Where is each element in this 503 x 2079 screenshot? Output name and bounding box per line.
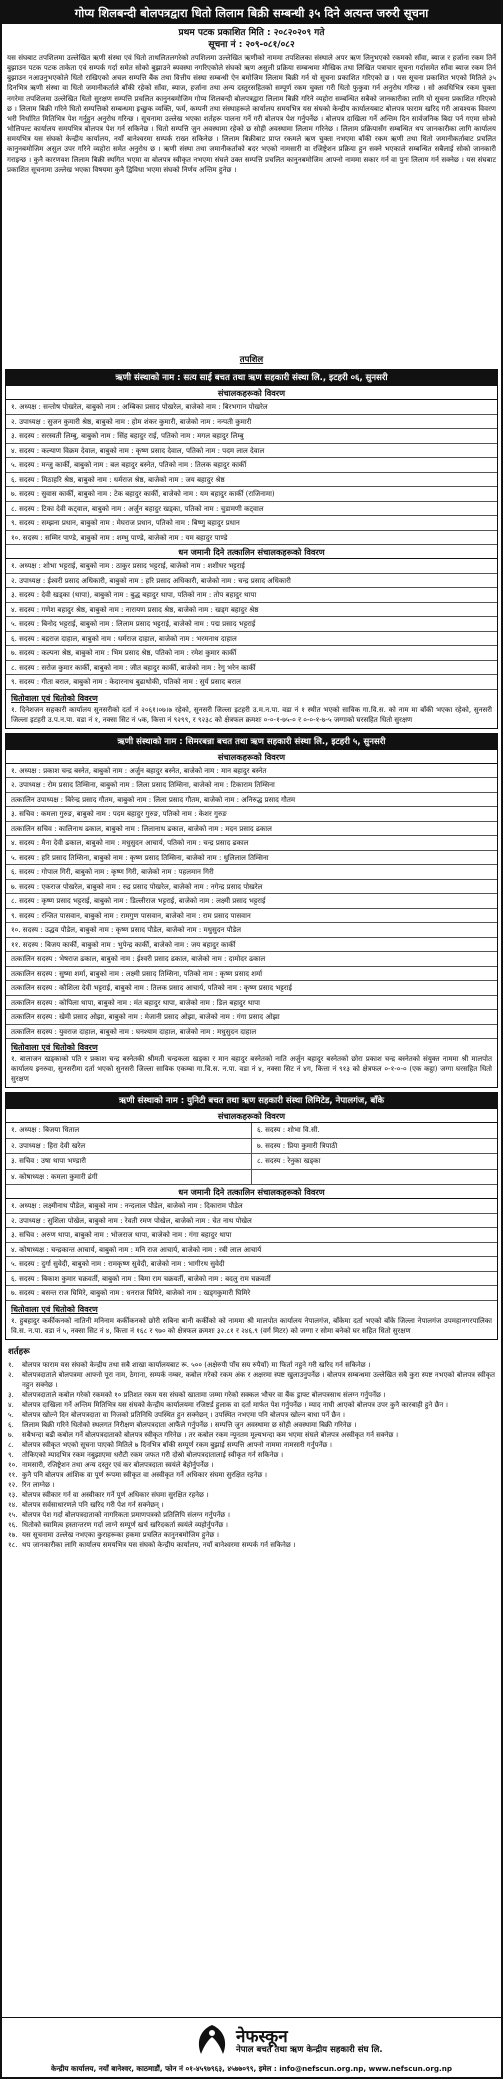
board-row: तत्कालिन सदस्य : सुष्मा शर्मा, बाबुको नाम : लक्ष्मी प्रसाद तिम्सिना, पतिको नाम : कृष्ण प्रसाद शर्मा — [6, 967, 497, 982]
guarantor-row: ३. सदस्य : देवी खड्का (थापा), बाबुको नाम : बुद्ध बहादुर थापा, पतिको नाम : तोप बहादुर थापा — [6, 588, 497, 603]
terms-item-number: १३. — [8, 1490, 18, 1499]
terms-item-text: बोलपत्र पेश गर्दा बोलपत्रदाताको नागरिकता प्रमाणपत्रको प्रतिलिपि संलग्न गर्नुपर्नेछ । — [22, 1510, 230, 1519]
board-heading: संचालकहरूको विवरण — [6, 750, 497, 764]
terms-item-number: १८. — [8, 1540, 18, 1549]
board-row: ६. सदस्य : गोपाल गिरी, बाबुको नाम : कृष्ण गिरी, बाजेको नाम : पहलमान गिरी — [6, 865, 497, 880]
borrower-section-2 — [5, 733, 498, 1089]
board-row: तत्कालिन सचिव : कालिनाथ ढकाल, बाबुको नाम : लिलानाथ ढकाल, बाजेको नाम : मदन प्रसाद ढकाल — [6, 822, 497, 837]
board-row: ४. सदस्य : कल्याण विक्रम देवाल, बाबुको नाम : कृष्ण प्रसाद देवाल, पतिको नाम : पदम लाल देवाल — [6, 444, 497, 459]
board-list — [6, 764, 497, 1040]
terms-item-text: सबैभन्दा बढी कबोल गर्ने बोलपत्रदाताको बोलपत्र स्वीकृत गरिनेछ । तर कबोल रकम न्यूनतम मूल्यभन्दा कम भएमा संघले बोलपत्र अस्वीकृत गर्न सक्नेछ । — [22, 1430, 399, 1439]
notice-headline: गोप्य शिलबन्दी बोलपत्रद्वारा धितो लिलाम बिक्री सम्बन्धी ३५ दिने अत्यन्त जरुरी सूचना — [2, 2, 501, 24]
terms-item — [8, 1470, 495, 1480]
terms-item-number: २. — [8, 1370, 14, 1379]
board-cell: २. उपाध्यक्ष : हिरा देवी खरेल — [11, 1140, 86, 1150]
guarantor-row: १. अध्यक्ष : शोभा भट्टराई, बाबुको नाम : ठाकुर प्रसाद भट्टराई, बाजेको नाम : शशीधर भट्टराई — [6, 559, 497, 574]
notice-number: सूचना नं : २०९-०८१/०८२ — [208, 40, 295, 50]
board-row: ६. सदस्य : मिठाहरि श्रेष्ठ, बाबुको नाम : धर्मराज श्रेष्ठ, बाजेको नाम : जय बहादुर श्रेष्ठ — [6, 473, 497, 488]
org-address: केन्द्रीय कार्यालय, नयाँ बानेश्वर, काठमाडौं, फोन नं ०१-४५९७९६३, ४५७७०९९, इमेल : info@nefscun.org.np, www.nefscun.org.np — [50, 2064, 453, 2073]
guarantor-row: ७. सदस्य : कल्पना श्रेष्ठ, बाबुको नाम : भिम प्रसाद श्रेष्ठ, पतिको नाम : रमेश कुमार कार्की — [6, 646, 497, 661]
terms-item-number: ९. — [8, 1450, 14, 1459]
terms-item — [8, 1540, 495, 1550]
board-row: २. उपाध्यक्ष : रोम प्रसाद तिम्सिना, बाबुको नाम : लिला प्रसाद तिम्सिना, बाजेको नाम : टिकाराम तिम्सिना — [6, 778, 497, 793]
borrower-section-3 — [5, 1092, 498, 1340]
terms-item-number: १२. — [8, 1480, 18, 1489]
collateral-heading: धितोवाला एवं धितोको विवरण — [11, 1043, 98, 1052]
terms-item — [8, 1500, 495, 1510]
terms-item-number: १. — [8, 1360, 14, 1369]
guarantor-row: ६. सदस्य : बिकाश कुमार चक्रवर्ती, बाबुको नाम : बिमा राम चक्रवर्ती, बाजेको नाम : बदलु राम चक्रवर्ती — [6, 1272, 497, 1287]
guarantor-row: ९. सदस्य : गीता बराल, बाबुको नाम : केदारनाथ बुढाथोकी, पतिको नाम : सुर्य प्रसाद बराल — [6, 675, 497, 690]
collateral-heading: धितोवाला एवं धितोको विवरण — [11, 693, 98, 703]
intro-paragraph: यस संघबाट तपशिलमा उल्लेखित ऋणी संस्था एवं धितो ताथलितलगरेको तपशिलमा उल्लेखित ऋणीको नाममा तपशिलका संस्थाले अपर ऋण लिनुभएको रकमको साँवा, ब्याज र हर्जाना रकम तिर्ने बुझाउन पटक पटक ताकेता एवं सम्पर्क गर्दा समेत सोको बुझाउने ब्यवस्था नगरिएकोले संघको ऋण असुली प्रक्रिया सम्बन्धमा मौखिक तथा लिखित पत्राचार सूचना गर्दासमेत साँवा ब्याज रकम तिर्न बुझाउन नआउनुभएकोले धितो राखिएको अचल सम्पत्ति बैंक तथा वित्तीय संस्था सम्बन्धी ऐन बमोजिम लिलाम बिक्री गर्न यो सूचना प्रकाशित गरिएको छ । यस सूचना प्रकाशित भएको मितिले ३५ दिनभित्र ऋणी संस्था वा धितो जमानीकर्ताले बाँकी रहेको साँवा, ब्याज, हर्जाना तथा अन्य दस्तुरसहितको सम्पूर्ण रकम चुक्ता गरी धितो फुकुवा गर्न अनुरोध गरिन्छ । सो अवधिभित्र रकम चुक्ता नगरेमा तपशिलमा उल्लेखित धितो सुरक्षण सम्पत्ति प्रचलित कानुनबमोजिम गोप्य शिलबन्दी बोलपत्रद्वारा लिलाम बिक्री गरिने व्यहोरा सम्बन्धित सबैको जानकारीका लागि यो सूचना प्रकाशित गरिएको छ । लिलाम बिक्री गरिने धितो सम्पत्तिको सम्बन्धमा इच्छुक व्यक्ति, फर्म, कम्पनी तथा संस्थाहरूले कार्यालय समयभित्र यस संघको केन्द्रीय कार्यालयबाट बोलपत्र फाराम खरिद गरी आवश्यक विवरण भरी निर्धारित मितिभित्र पेश गर्नुहुन अनुरोध गरिन्छ । सूचनामा उल्लेख भएका शर्तहरू पालना गर्ने गरी बोलपत्र पेश गर्नुपर्नेछ । बोलपत्र दाखिला गर्ने अन्तिम दिन सार्वजनिक बिदा पर्न गएमा सोको भोलिपल्ट कार्यालय समयभित्र बोलपत्र पेश गर्न सकिनेछ । धितो सम्पत्ति जुन अवस्थामा रहेको छ सोही अवस्थामा लिलाम गरिनेछ । लिलाम प्रक्रियासँग सम्बन्धित थप जानकारीका लागि कार्यालय समयभित्र यस संघको केन्द्रीय कार्यालय, नयाँ बानेश्वरमा सम्पर्क राख्न सकिनेछ । लिलाम बिक्रीबाट प्राप्त रकमले ऋण चुक्ता नभएमा बाँकी रकम ऋणी तथा धितो जमानीकर्ताबाट प्रचलित कानुनबमोजिम असुल उपर गरिने व्यहोरा समेत अनुरोध छ । ऋणी संस्था तथा जमानीकर्ताको बदर भएको नामसारी वा रजिष्ट्रेशन प्रक्रिया हुन सक्ने भएकाले सम्बन्धित सबैलाई सोको जानकारी गराइन्छ । कुनै कारणवश लिलाम बिक्री स्थगित भएमा वा बोलपत्र स्वीकृत नभएमा संघले उक्त सम्पत्ति प्रचलित कानुनबमोजिम आफ्नो नाममा सकार गर्न वा पुनः लिलाम गर्न सक्नेछ । यस संघबाट प्रकाशित सूचनामा उल्लेख भएका विषयमा कुनै द्विविधा भएमा संघको निर्णय अन्तिम हुनेछ । — [7, 53, 496, 174]
terms-item-text: नामसारी, रजिष्ट्रेशन तथा अन्य दस्तुर एवं कर बोलपत्रदाता स्वयंले बेहोर्नुपर्नेछ । — [22, 1460, 214, 1469]
terms-item — [8, 1490, 495, 1500]
terms-item-number: ८. — [8, 1440, 14, 1449]
terms-item-text: रिन लाग्नेछ । — [22, 1480, 55, 1489]
borrower-title: ऋणी संस्थाको नाम : सिमरबन्ना बचत तथा ऋण सहकारी संस्था लि., इटहरी ५, सुनसरी — [6, 734, 497, 750]
board-row: तत्कालिन सदस्य : भेषराज ढकाल, बाबुको नाम : ईश्वरी प्रसाद ढकाल, बाजेको नाम : दामोदर ढकाल — [6, 952, 497, 967]
board-row: ५. सदस्य : हरि प्रसाद तिम्सिना, बाबुको नाम : कृष्ण प्रसाद तिम्सिना, बाजेको नाम : धुलिलाल तिम्सिना — [6, 851, 497, 866]
terms-item — [8, 1360, 495, 1370]
terms-item-number: ७. — [8, 1430, 14, 1439]
board-cell: ६. सदस्य : शोभा वि.सी. — [251, 1123, 497, 1138]
board-row: १. अध्यक्ष : सन्तोष पोखरेल, बाबुको नाम : अम्बिका प्रसाद पोखरेल, बाजेको नाम : बिरभगान पोखरेल — [6, 400, 497, 415]
terms-item-number: १५. — [8, 1510, 18, 1519]
terms-item-text: बोलपत्रदाताले बोलपत्रमा आफ्नो पूरा नाम, ठेगाना, सम्पर्क नम्बर, कबोल गरेको रकम अंक र अक्षरमा स्पष्ट खुलाउनुपर्नेछ । बोलपत्र सम्बन्धमा उल्लेखित सबै कुरा स्पष्ट नभएको बोलपत्र स्वीकृत नहुन सक्नेछ । — [22, 1370, 495, 1389]
board-pair-row — [6, 1123, 497, 1139]
borrower-title: ऋणी संस्थाको नाम : सत्य साई बचत तथा ऋण सहकारी संस्था लि., इटहरी ०६, सुनसरी — [6, 370, 497, 386]
terms-item-text: बोलपत्र दाखिला गर्ने अन्तिम मितिभित्र यस संघको केन्द्रीय कार्यालयमा रजिष्टर्ड हुलाक वा दर्ता मार्फत पेश गर्नुपर्नेछ । म्याद नाघी आएको बोलपत्र उपर कुनै कारबाही हुने छैन । — [22, 1400, 449, 1409]
terms-item-text: बोलपत्र खोल्ने दिन बोलपत्रदाता वा निजको प्रतिनिधि उपस्थित हुन सक्नेछन् । उपस्थित नभएमा पनि बोलपत्र खोल्न बाधा पर्ने छैन । — [22, 1410, 345, 1419]
footer — [2, 2017, 501, 2077]
terms-item — [8, 1370, 495, 1390]
terms-item — [8, 1420, 495, 1430]
guarantor-row: २. उपाध्यक्ष : ईश्वरी प्रसाद अधिकारी, बाबुको नाम : हरि प्रसाद अधिकारी, बाजेको नाम : चन्द्र प्रसाद अधिकारी — [6, 574, 497, 589]
board-heading: संचालकहरूको विवरण — [6, 386, 497, 400]
borrower-section-1 — [5, 369, 498, 729]
board-pair-row — [6, 1154, 497, 1170]
board-row: ९. सदस्य : सम्झना प्रधान, बाबुको नाम : मेघराज प्रधान, पतिको नाम : बिष्णु बहादुर प्रधान — [6, 516, 497, 531]
board-row: १. अध्यक्ष : प्रकाश चन्द्र बस्नेत, बाबुको नाम : अर्जुन बहादुर बस्नेत, बाजेको नाम : मान बहादुर बस्नेत — [6, 764, 497, 779]
terms-item — [8, 1410, 495, 1420]
publish-date: प्रथम पटक प्रकाशित मिति : २०८२०२०९ गते — [178, 28, 325, 38]
org-full-name: नेपाल बचत तथा ऋण केन्द्रीय सहकारी संघ लि. — [236, 2045, 383, 2055]
board-row: १०. सदस्य : उद्धव पौडेल, बाबुको नाम : कृष्ण प्रसाद पौडेल, बाजेको नाम : मधुसुदन पौडेल — [6, 923, 497, 938]
guarantor-row: ७. सदस्य : बसन्त राज घिमिरे, बाबुको नाम : धनराज घिमिरे, बाजेको नाम : खड्गकुमारी घिमिरे — [6, 1286, 497, 1301]
terms-item — [8, 1480, 495, 1490]
terms-heading: शर्तहरू — [8, 1346, 30, 1357]
terms-item-number: ११. — [8, 1470, 18, 1479]
terms-item-number: ४. — [8, 1400, 14, 1409]
terms-item — [8, 1390, 495, 1400]
board-cell: ८. सदस्य : रेनुका खड्का — [251, 1154, 497, 1169]
terms-item-number: ५. — [8, 1410, 14, 1419]
board-row: तत्कालिन सदस्य : युवराज दाहाल, बाबुको नाम : घनश्याम दाहाल, बाजेको नाम : मधुसुदन दाहाल — [6, 1025, 497, 1040]
guarantor-row: ३. सचिव : अरुण थापा, बाबुको नाम : भोजराज थापा, बाजेको नाम : गंगा बहादुर थापा — [6, 1228, 497, 1243]
board-row: ३. सचिव : कमला गुरुङ, बाबुको नाम : पदम बहादुर गुरुङ, पतिको नाम : केशर गुरुङ — [6, 807, 497, 822]
terms-item-number: १७. — [8, 1530, 18, 1539]
board-row: ४. सदस्य : मैना देवी ढकाल, बाबुको नाम : मधुसुदन आचार्य, पतिको नाम : चन्द्र प्रसाद ढकाल — [6, 836, 497, 851]
terms-item-text: बोलपत्र स्वीकृत भएको सूचना पाएको मितिले ७ दिनभित्र बाँकी सम्पूर्ण रकम बुझाई सम्पत्ति आफ्नो नाममा नामसारी गर्नुपर्नेछ । — [22, 1440, 333, 1449]
guarantor-row: ४. सदस्य : गणेश बहादुर श्रेष्ठ, बाबुको नाम : नारायण प्रसाद श्रेष्ठ, बाजेको नाम : खड्ग बहादुर श्रेष्ठ — [6, 603, 497, 618]
terms-list — [2, 1360, 501, 1550]
board-row: ९. सदस्य : रन्जित पासवान, बाबुको नाम : रामगुण पासवान, बाजेको नाम : राम प्रसाद पासवान — [6, 909, 497, 924]
board-cell — [251, 1170, 497, 1185]
org-name: नेफस्कून — [236, 2027, 288, 2047]
terms-item — [8, 1400, 495, 1410]
terms-item — [8, 1510, 495, 1520]
board-row: तत्कालिन सदस्य : खेमी प्रसाद ओझा, बाबुको नाम : मेजानी प्रसाद ओझा, बाजेको नाम : गंगा प्रसाद ओझा — [6, 1010, 497, 1025]
guarantor-row: ४. कोषाध्यक्ष : चन्द्रकान्त आचार्य, बाबुको नाम : मनि राज आचार्य, बाजेको नाम : रबी लाल आचार्य — [6, 1243, 497, 1258]
terms-item — [8, 1440, 495, 1450]
terms-item — [8, 1430, 495, 1440]
terms-item — [8, 1530, 495, 1540]
terms-item-text: कुनै पनि बोलपत्र आंशिक वा पूर्ण रूपमा स्वीकृत वा अस्वीकृत गर्ने अधिकार संघमा सुरक्षित रहनेछ । — [22, 1470, 268, 1479]
board-grid — [6, 1123, 497, 1185]
guarantor-heading: धन जमानी दिने तत्कालिन संचालकहरूको विवरण — [6, 1185, 497, 1199]
board-row: ११. सदस्य : बिजय कार्की, बाबुको नाम : भुपेन्द्र कार्की, बाजेको नाम : जय बहादुर कार्की — [6, 938, 497, 953]
board-pair-row — [6, 1139, 497, 1155]
collateral-text: १. बालाजन खड्काको पति र प्रकाश चन्द्र बस्नेतकी श्रीमती चन्द्रकला खड्का र मान बहादुर बस्नेतको नाति अर्जुन बहादुर बस्नेतको छोरा प्रकाश चन्द्र बस्नेतको संयुक्त नाममा श्री मालपोत कार्यालय इनरुवा, सुनसरीमा दर्ता भएको सुनसरी जिल्ला साविक एकम्बा गा.वि.स. न.पा. वडा नं ४, नक्सा सिट नं ४ग, कित्ता नं ९१३ को क्षेत्रफल ०-१-०-० (एक कट्ठा) जग्गा घरसहित धितो सुरक्षण — [11, 1054, 492, 1083]
terms-item-number: १६. — [8, 1520, 18, 1529]
board-cell: ३. सचिव : उषा थापा भण्डारी — [11, 1156, 86, 1165]
collateral-text: १. दिनेशजन सहकारी कार्यालय सुनसरीको दर्ता नं २०६१।०७।७ रहेको, सुनसरी जिल्ला इटहरी उ.म.न.पा. वडा नं १ स्थीत भएको साविक गा.वि.स. को नाम मा बाँकी भएका रहेको, सुनसरी जिल्ला इटहरी उ.प.न.पा. वडा नं १, नक्सा सिट नं ५क, कित्ता नं ९२९९, र ९२३८ को क्षेत्रफल क्रमशः ०-०-१-७५-० र ०-०-१-७-५ जग्गाको घरसहित धितो सुरक्षण — [11, 704, 492, 724]
board-row: ३. सदस्य : सरस्वती लिम्बु, बाबुको नाम : सिंह बहादुर राई, पतिको नाम : मगल बहादुर लिम्बु — [6, 429, 497, 444]
terms-item-text: बोलपत्र स्वीकार गर्न वा अस्वीकार गर्ने पूर्ण अधिकार संघमा सुरक्षित रहनेछ । — [22, 1490, 209, 1499]
board-cell: ४. कोषाध्यक्ष : कमला कुमारी ढंगी — [11, 1171, 98, 1181]
terms-item-text: बोलपत्रदाताले कबोल गरेको रकमको १० प्रतिशत रकम यस संघको खातामा जम्मा गरेको सक्कल भौचर वा बैंक ड्राफ्ट बोलपत्रसाथ संलग्न गर्नुपर्नेछ । — [22, 1390, 386, 1399]
collateral-heading: धितोवाला एवं धितोको विवरण — [11, 1304, 98, 1314]
tapsil-heading: तपशिल — [239, 355, 264, 365]
board-heading: संचालकहरूको विवरण — [6, 1109, 497, 1123]
board-cell: १. अध्यक्ष : बिजया धिताल — [11, 1125, 80, 1134]
terms-item-number: १४. — [8, 1500, 18, 1509]
board-row: तत्कालिन उपाध्यक्ष : बिरेन्द्र प्रसाद गौतम, बाबुको नाम : लिला प्रसाद गौतम, बाजेको नाम : अनिरुद्ध प्रसाद गौतम — [6, 793, 497, 808]
guarantor-list — [6, 559, 497, 690]
board-row: ८. सदस्य : कृष्ण प्रसाद भट्टराई, बाबुको नाम : डिल्लीराज भट्टराई, बाजेको नाम : लक्ष्मी प्रसाद भट्टराई — [6, 894, 497, 909]
terms-item-text: धितोको स्वामित्व हस्तान्तरण गर्दा लाग्ने सम्पूर्ण खर्च खरिदकर्ता स्वयंले व्यहोर्नुपर्नेछ । — [22, 1520, 229, 1529]
terms-item-text: तोकिएको म्यादभित्र रकम नबुझाएमा धरौटी रकम जफत गरी दोस्रो बोलपत्रदातालाई स्वीकृत गर्न सकिनेछ । — [22, 1450, 284, 1459]
terms-item-text: थप जानकारीका लागि कार्यालय समयभित्र यस संघको केन्द्रीय कार्यालय, नयाँ बानेश्वरमा सम्पर्क गर्न सकिनेछ । — [22, 1540, 296, 1549]
board-row: तत्कालिन सदस्य : कोपिला थापा, बाबुको नाम : मंत बहादुर थापा, बाजेको नाम : डिल बहादुर थापा — [6, 996, 497, 1011]
board-list — [6, 400, 497, 545]
guarantor-row: १. अध्यक्ष : लक्ष्मीनाथ पौडेल, बाबुको नाम : नन्दलाल पौडेल, बाजेको नाम : दिकाराम पौडेल — [6, 1199, 497, 1214]
board-row: ७. सदस्य : सुवास कार्की, बाबुको नाम : टेक बहादुर कार्की, बाजेको नाम : यम बहादुर कार्की (राजिनामा) — [6, 487, 497, 502]
terms-item-number: १०. — [8, 1460, 18, 1469]
guarantor-row: २. उपाध्यक्ष : सुशिला पोखेल, बाबुको नाम : रेवती रमण पोखेल, बाजेको नाम : चेत नाथ पोखेल — [6, 1214, 497, 1229]
guarantor-row: ५. सदस्य : दुर्गा सुवेदी, बाबुको नाम : रामकृष्ण सुवेदी, बाजेको नाम : भागीरथ सुवेदी — [6, 1257, 497, 1272]
nefscun-logo-icon — [192, 2022, 232, 2058]
terms-item-text: यस सूचनामा उल्लेख नभएका कुराहरूका हकमा प्रचलित कानुनबमोजिम हुनेछ । — [22, 1530, 220, 1539]
terms-item — [8, 1450, 495, 1460]
terms-item-text: लिलाम बिक्री गरिने धितोको स्थलगत निरीक्षण बोलपत्रदाता आफैंले गर्नुपर्नेछ । सम्पत्ति जुन अवस्थामा छ सोही अवस्थामा बिक्री गरिनेछ । — [22, 1420, 357, 1429]
guarantor-row: ८. सदस्य : सरोज कुमार कार्की, बाबुको नाम : जीत बहादुर कार्की, बाजेको नाम : रेगु भरेन कार्की — [6, 661, 497, 676]
board-row: २. उपाध्यक्ष : सुजन कुमारी श्रेष्ठ, बाबुको नाम : होम शंकर कुमारी, बाजेको नाम : नन्पती कुमारी — [6, 415, 497, 430]
board-row: तत्कालिन सदस्य : कौशिला देवी भट्टराई, बाबुको नाम : तिलक प्रसाद आचार्य, पतिको नाम : कृष्ण प्रसाद भट्टराई — [6, 981, 497, 996]
borrower-title: ऋणी संस्थाको नाम : युनिटी बचत तथा ऋण सहकारी संस्था लिमिटेड, नेपालगंज, बाँके — [6, 1093, 497, 1109]
collateral-text: १. हुबहादुर कर्कीकनको नातिनी मनिनाम कर्कीकनको छोरी सबिना बानी कर्कीको को नाममा श्री मालपोत कार्यालय नेपालगंज, बाँकेमा दर्ता भएको बाँके जिल्ला नेपालगंज उपमहानगरपालिका वि.स. न.पा. वडा नं ५, नक्सा सिट नं ४, कित्ता नं १६८ र ९७० को क्षेत्रफल क्रमशः ३२.८१ र २४६.९ (वर्ग मिटर) को जग्गा र सोमा बनेको घर सहित धितो सुरक्षण — [11, 1315, 492, 1335]
terms-item-number: ६. — [8, 1420, 14, 1429]
terms-item-text: बोलपत्र सर्वसाधारणले पनि खरिद गरी पेश गर्न सक्नेछन् । — [22, 1500, 164, 1509]
terms-item-number: ३. — [8, 1390, 14, 1399]
guarantor-row: ५. सदस्य : बिनोद भट्टराई, बाबुको नाम : लिलाम प्रसाद भट्टराई, बाजेको नाम : पद्म प्रसाद भट्टराई — [6, 617, 497, 632]
board-cell: ७. सदस्य : प्रिया कुमारी त्रिपाठी — [251, 1139, 497, 1154]
board-row: ७. सदस्य : एकराज पोखरेल, बाबुको नाम : रुद्र प्रसाद पोखरेल, बाजेको नाम : नगेन्द्र प्रसाद पोखरेल — [6, 880, 497, 895]
terms-item-text: बोलपत्र फाराम यस संघको केन्द्रीय तथा सबै शाखा कार्यालयबाट रू. ५०० (अक्षेरुपी पाँच सय रुपैयाँ) मा फिर्ता नहुने गरी खरिद गर्न सकिनेछ । — [22, 1360, 371, 1369]
terms-item — [8, 1460, 495, 1470]
board-row: ५. सदस्य : मन्जु कार्की, बाबुको नाम : बल बहादुर बस्नेत, पतिको नाम : तिलक बहादुर कार्की — [6, 458, 497, 473]
guarantor-row: ६. सदस्य : बद्रराज दाहाल, बाबुको नाम : धर्मराज दाहाल, बाजेको नाम : भरमनाथ दाहाल — [6, 632, 497, 647]
terms-item — [8, 1520, 495, 1530]
board-row: ८. सदस्य : टिका देवी कट्वाल, बाबुको नाम : अर्जुन बहादुर खड्का, पतिको नाम : चुडामणी कट्वाल — [6, 502, 497, 517]
guarantor-heading: धन जमानी दिने तत्कालिन संचालकहरूको विवरण — [6, 545, 497, 559]
board-pair-row — [6, 1170, 497, 1186]
board-row: १०. सदस्य : सम्मिर पाण्डे, बाबुको नाम : शम्भु पाण्डे, बाजेको नाम : यम बहादुर पाण्डे — [6, 531, 497, 546]
guarantor-list — [6, 1199, 497, 1301]
